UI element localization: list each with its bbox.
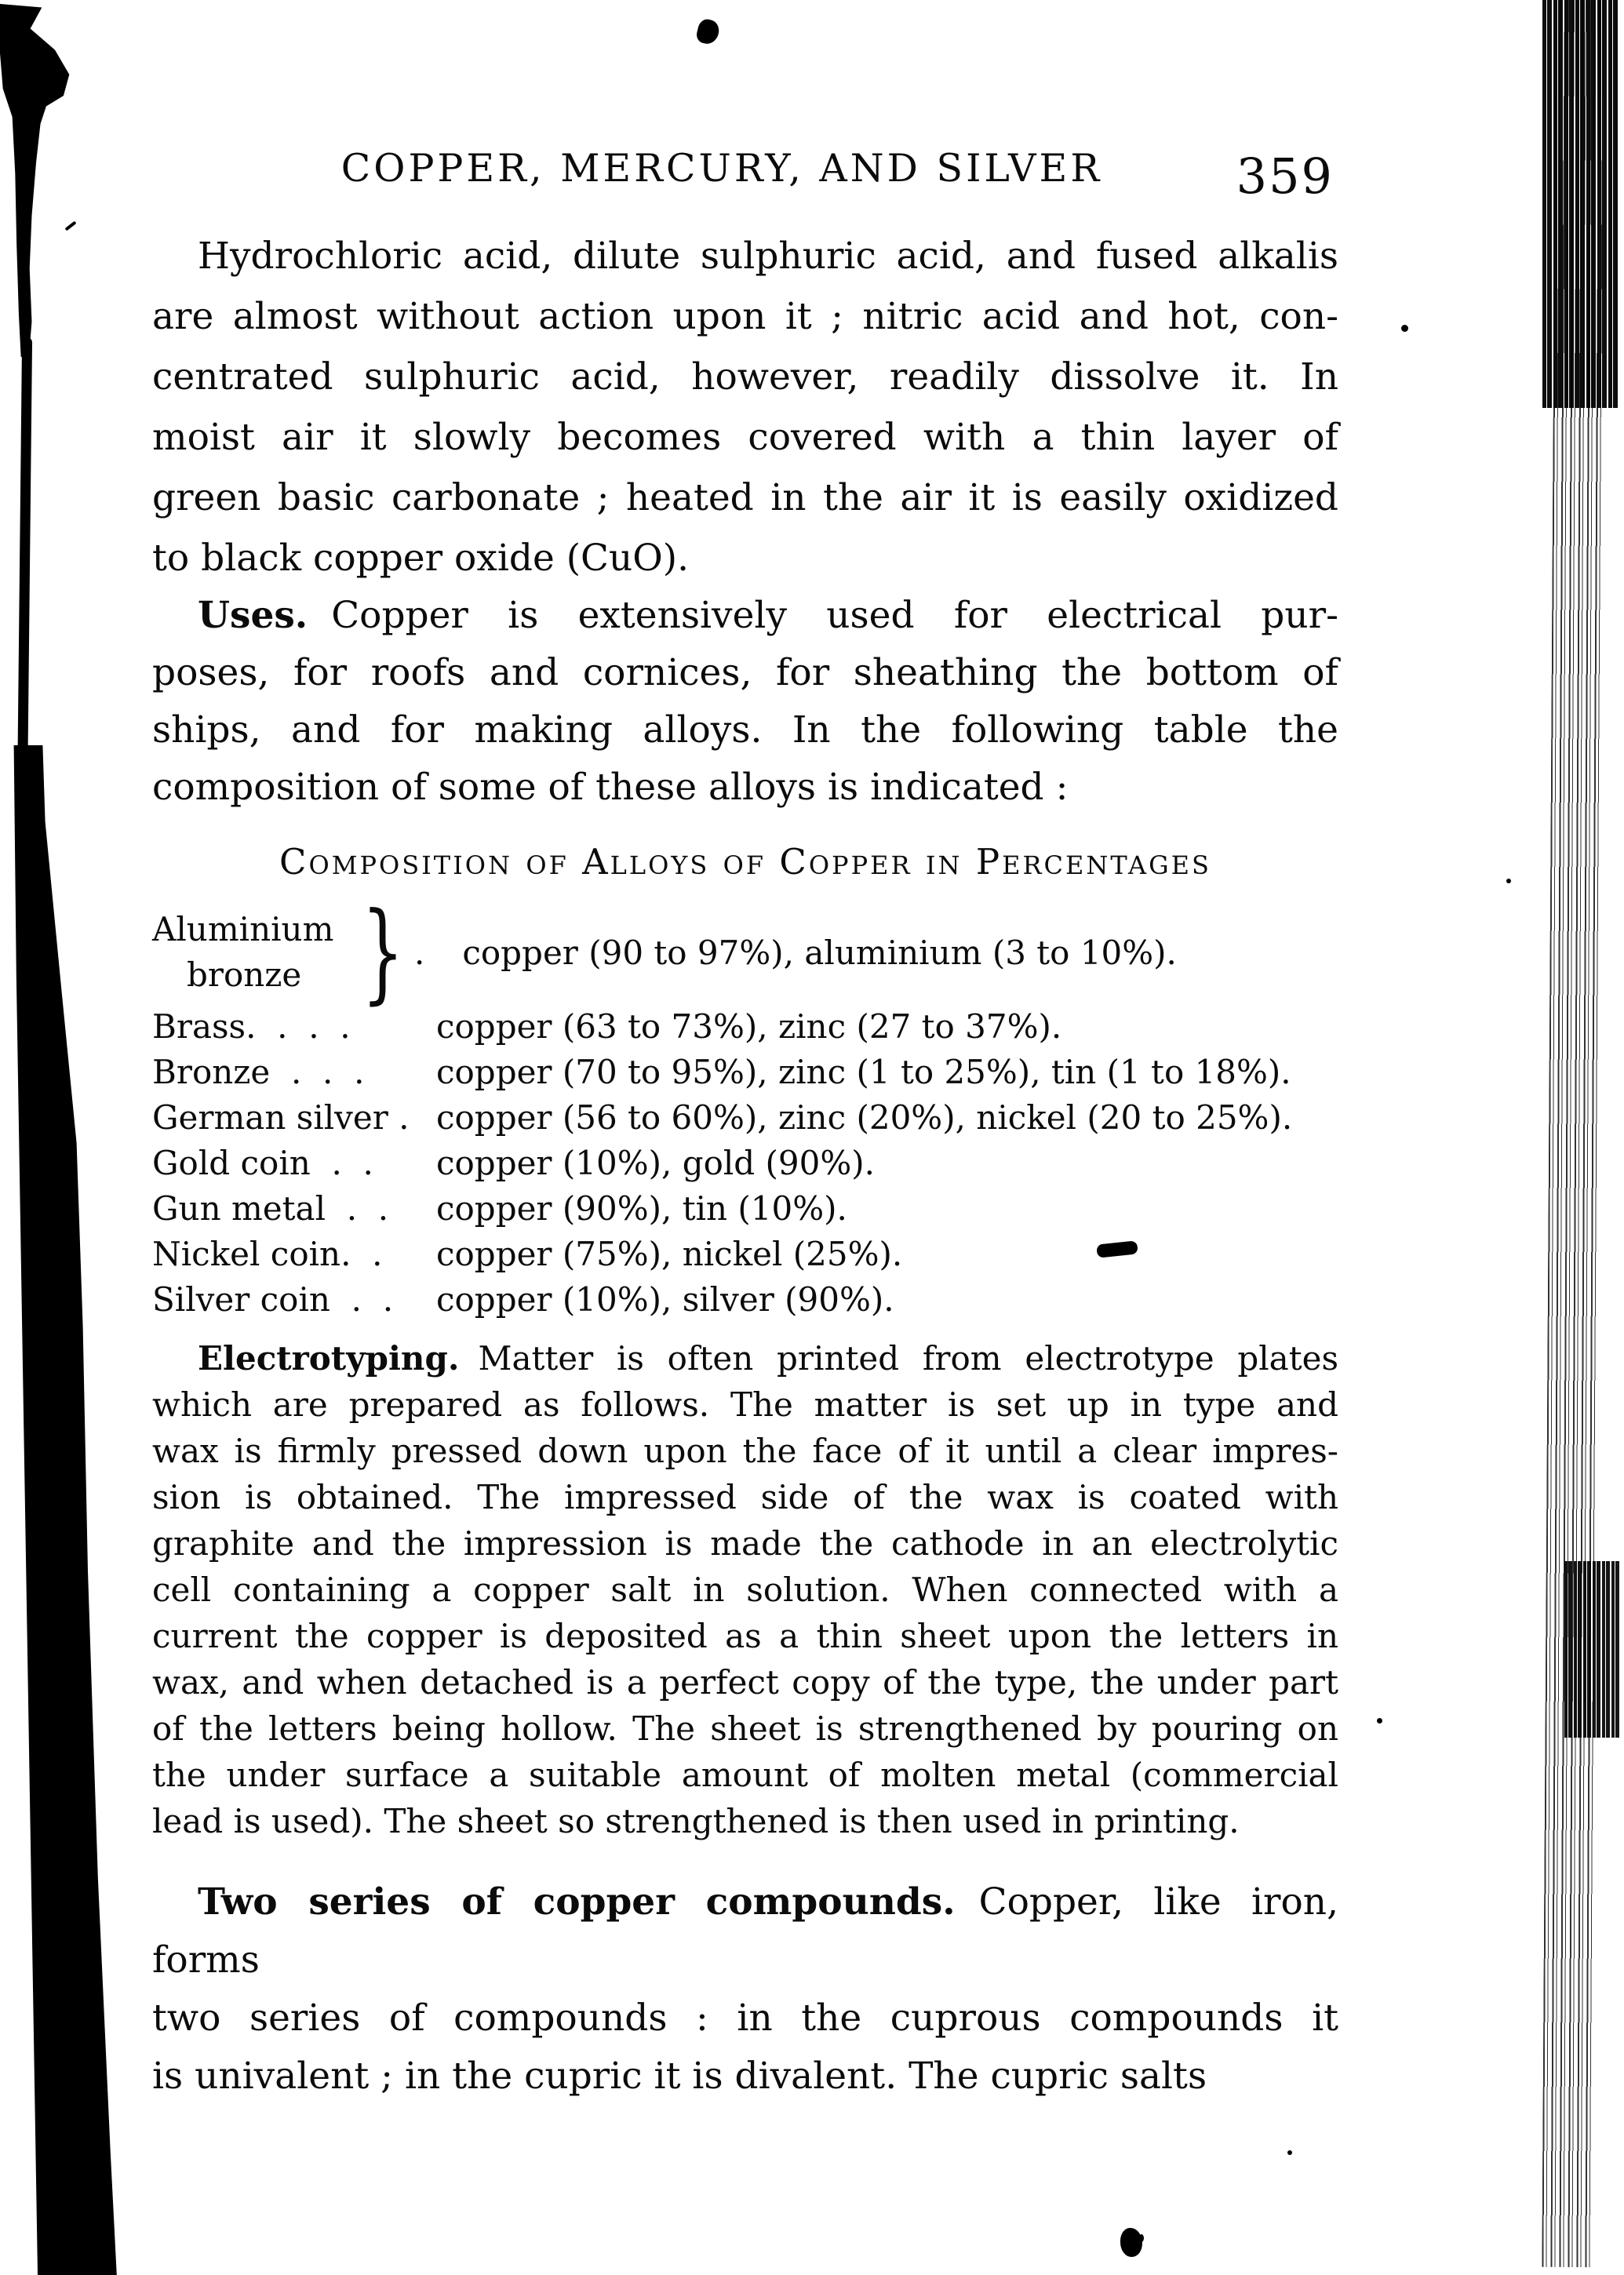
page-number: 359 (1236, 147, 1334, 205)
binding-streak-left (17, 337, 32, 800)
text-line: green basic carbonate ; heated in the air it is easily oxidized (152, 476, 1338, 519)
alloy-label: Gold coin . . (152, 1144, 373, 1182)
alloy-label (152, 907, 355, 998)
text-span: Copper is extensively used for electrical pur- (331, 594, 1338, 637)
alloy-composition: copper (70 to 95%), zinc (1 to 25%), tin (1 to 18%). (436, 1053, 1291, 1091)
text-line: the under surface a suitable amount of molten metal (commercial (152, 1756, 1338, 1794)
paragraph-two-series (152, 1873, 1338, 2106)
table-row (152, 1141, 1376, 1186)
text-line: composition of some of these alloys is indicated : (152, 766, 1069, 809)
text-span: Copper, like iron, forms (152, 1880, 1339, 1982)
ink-speck-top-center (695, 17, 722, 46)
text-line: which are prepared as follows. The matter is set up in type and (152, 1385, 1338, 1424)
ink-dot-right-margin-2 (1377, 1718, 1382, 1724)
table-row (152, 1186, 1376, 1232)
ink-dot-right-margin-1 (1401, 325, 1408, 332)
page-header (152, 146, 1338, 217)
page-edge-streaks-right-clump (1564, 1561, 1619, 1738)
text-line: wax is firmly pressed down upon the face of it until a clear impres- (152, 1432, 1338, 1470)
text-line (152, 1873, 1338, 1989)
alloy-label: Silver coin . . (152, 1280, 394, 1319)
table-row (152, 1050, 1376, 1095)
leader-dot: . (414, 933, 425, 972)
text-line: poses, for roofs and cornices, for sheathing the bottom of (152, 651, 1338, 694)
text-line: of the letters being hollow. The sheet is strengthened by pouring on (152, 1709, 1338, 1748)
ink-speck-bottom-satellite (1139, 2234, 1144, 2242)
alloy-composition: copper (56 to 60%), zinc (20%), nickel (20 to 25%). (436, 1098, 1293, 1137)
text-line: current the copper is deposited as a thin sheet upon the letters in (152, 1617, 1338, 1655)
paragraph-electrotyping (152, 1335, 1338, 1844)
text-line: Hydrochloric acid, dilute sulphuric acid, and fused alkalis (198, 235, 1338, 278)
alloys-table-heading: Composition of Alloys of Copper in Percentages (279, 841, 1211, 883)
uses-lead-in: Uses. (198, 594, 308, 637)
alloy-label: Brass. . . . (152, 1007, 351, 1046)
binding-shadow-bottom-left (0, 745, 126, 2275)
text-line: cell containing a copper salt in solution. When connected with a (152, 1571, 1338, 1609)
ink-dot-right-margin-3 (1506, 879, 1511, 883)
text-line: is univalent ; in the cupric it is divalent. The cupric salts (152, 2055, 1207, 2098)
ink-speck-bottom-center (1120, 2228, 1142, 2257)
paragraph-intro (152, 226, 1338, 588)
text-line: sion is obtained. The impressed side of the wax is coated with (152, 1478, 1338, 1516)
paragraph-uses (152, 587, 1338, 816)
alloy-composition: copper (90 to 97%), aluminium (3 to 10%). (462, 933, 1177, 972)
alloy-composition: copper (63 to 73%), zinc (27 to 37%). (436, 1007, 1062, 1046)
text-span: Matter is often printed from electrotype plates (478, 1339, 1338, 1378)
text-line: graphite and the impression is made the cathode in an electrolytic (152, 1524, 1338, 1563)
text-line: are almost without action upon it ; nitric acid and hot, con- (152, 295, 1338, 338)
text-line (152, 1335, 1338, 1381)
alloys-table (152, 889, 1376, 1323)
ink-blob-top-left (0, 4, 72, 357)
alloy-label: German silver . (152, 1098, 410, 1137)
alloy-composition: copper (10%), silver (90%). (436, 1280, 894, 1319)
text-line: lead is used). The sheet so strengthened is then used in printing. (152, 1802, 1240, 1840)
alloy-composition: copper (75%), nickel (25%). (436, 1235, 903, 1273)
table-row (152, 1004, 1376, 1050)
alloy-label: Bronze . . . (152, 1053, 365, 1091)
two-series-lead-in: Two series of copper compounds. (198, 1880, 956, 1924)
alloy-composition: copper (90%), tin (10%). (436, 1189, 847, 1228)
ink-dot-bottom (1287, 2150, 1292, 2155)
brace-glyph: } (361, 889, 405, 1015)
table-row (152, 1277, 1376, 1323)
text-line: ships, and for making alloys. In the following table the (152, 708, 1338, 752)
alloy-label: Gun metal . . (152, 1189, 389, 1228)
text-line: moist air it slowly becomes covered with a thin layer of (152, 416, 1338, 459)
alloy-label-line: Aluminium (152, 910, 334, 948)
ink-tick-left-margin (64, 220, 76, 231)
alloy-label-line: bronze (187, 956, 302, 994)
running-title: COPPER, MERCURY, AND SILVER (340, 146, 1103, 191)
text-line: two series of compounds : in the cuprous compounds it (152, 1997, 1338, 2040)
electrotyping-lead-in: Electrotyping. (198, 1339, 460, 1378)
table-row (152, 1095, 1376, 1141)
table-row (152, 1232, 1376, 1277)
page-edge-streaks-right-dense-top (1542, 0, 1618, 408)
table-row-aluminium-bronze (152, 889, 1376, 1015)
text-line: wax, and when detached is a perfect copy of the type, the under part (152, 1663, 1338, 1702)
text-line: to black copper oxide (CuO). (152, 537, 690, 580)
alloy-composition: copper (10%), gold (90%). (436, 1144, 876, 1182)
text-line: centrated sulphuric acid, however, readily dissolve it. In (152, 355, 1338, 399)
text-line (152, 587, 1338, 644)
alloy-label: Nickel coin. . (152, 1235, 383, 1273)
